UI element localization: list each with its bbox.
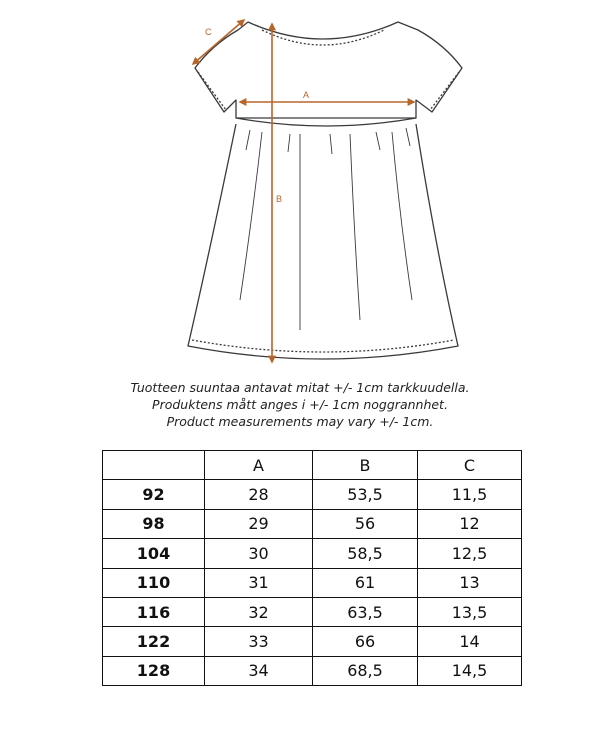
value-cell-a: 32	[205, 597, 313, 626]
table-row	[103, 656, 522, 685]
size-cell: 104	[103, 539, 205, 568]
header-cell-b: B	[313, 451, 418, 480]
note-swedish: Produktens mått anges i +/- 1cm noggrannhet.	[152, 397, 448, 412]
value-cell-a: 34	[205, 656, 313, 685]
measure-c-label: C	[205, 27, 212, 37]
size-cell: 110	[103, 568, 205, 597]
measure-a-label: A	[303, 90, 310, 100]
dress-outline	[188, 22, 462, 359]
value-cell-b: 61	[313, 568, 418, 597]
header-cell-size	[103, 451, 205, 480]
value-cell-a: 33	[205, 627, 313, 656]
table-row	[103, 480, 522, 509]
value-cell-a: 29	[205, 509, 313, 538]
value-cell-b: 58,5	[313, 539, 418, 568]
value-cell-c: 14	[418, 627, 522, 656]
header-cell-c: C	[418, 451, 522, 480]
value-cell-c: 12	[418, 509, 522, 538]
value-cell-b: 56	[313, 509, 418, 538]
value-cell-c: 13,5	[418, 597, 522, 626]
size-table	[102, 450, 522, 686]
table-row	[103, 597, 522, 626]
measure-lines	[193, 20, 414, 362]
table-row	[103, 509, 522, 538]
note-english: Product measurements may vary +/- 1cm.	[166, 414, 434, 429]
size-cell: 128	[103, 656, 205, 685]
size-cell: 92	[103, 480, 205, 509]
table-row	[103, 568, 522, 597]
table-row	[103, 627, 522, 656]
value-cell-c: 13	[418, 568, 522, 597]
value-cell-c: 12,5	[418, 539, 522, 568]
measure-c-line	[193, 20, 244, 64]
value-cell-b: 66	[313, 627, 418, 656]
size-cell: 116	[103, 597, 205, 626]
value-cell-a: 28	[205, 480, 313, 509]
size-cell: 122	[103, 627, 205, 656]
value-cell-b: 63,5	[313, 597, 418, 626]
note-finnish: Tuotteen suuntaa antavat mitat +/- 1cm tarkkuudella.	[130, 380, 470, 395]
table-row	[103, 539, 522, 568]
value-cell-a: 30	[205, 539, 313, 568]
value-cell-c: 14,5	[418, 656, 522, 685]
value-cell-a: 31	[205, 568, 313, 597]
measure-b-label: B	[276, 194, 283, 204]
size-cell: 98	[103, 509, 205, 538]
header-cell-a: A	[205, 451, 313, 480]
value-cell-b: 68,5	[313, 656, 418, 685]
value-cell-b: 53,5	[313, 480, 418, 509]
value-cell-c: 11,5	[418, 480, 522, 509]
table-header-row	[103, 451, 522, 480]
